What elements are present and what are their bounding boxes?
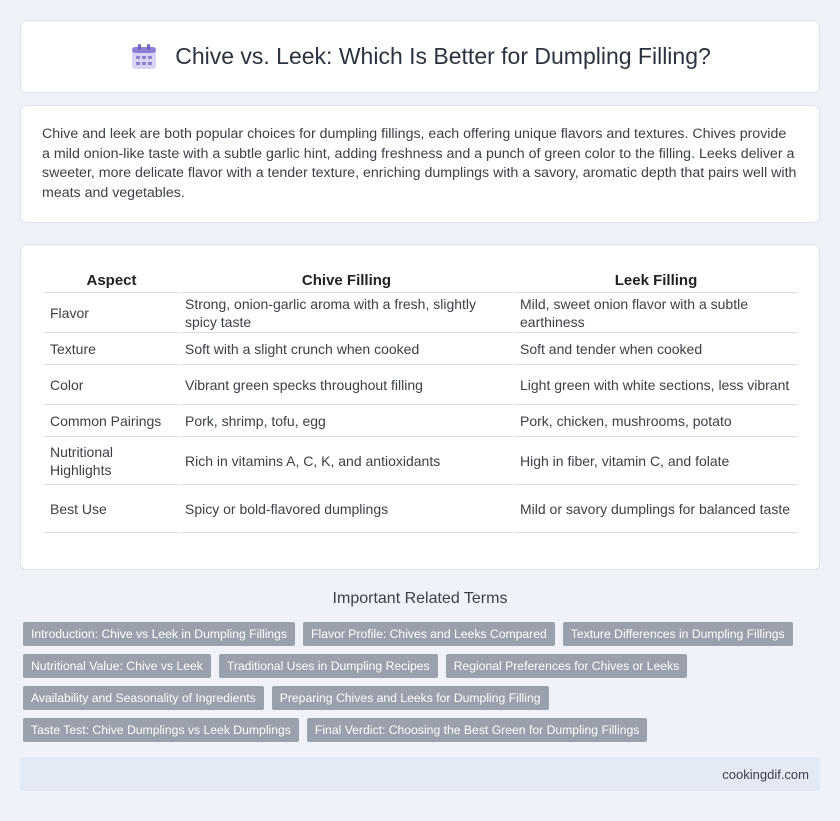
- cell-leek: Light green with white sections, less vibrant: [515, 365, 797, 405]
- table-row: [45, 405, 797, 437]
- tag-link[interactable]: Texture Differences in Dumpling Fillings: [563, 622, 793, 646]
- comparison-card: [20, 244, 820, 570]
- cell-chive: Pork, shrimp, tofu, egg: [180, 405, 513, 437]
- tag-link[interactable]: Nutritional Value: Chive vs Leek: [23, 654, 211, 678]
- table-row: [45, 437, 797, 485]
- table-row: [45, 333, 797, 365]
- header-aspect: Aspect: [45, 263, 178, 293]
- tag-link[interactable]: Preparing Chives and Leeks for Dumpling Filling: [272, 686, 549, 710]
- cell-chive: Soft with a slight crunch when cooked: [180, 333, 513, 365]
- cell-aspect: Common Pairings: [45, 405, 178, 437]
- cell-leek: Mild, sweet onion flavor with a subtle earthiness: [515, 293, 797, 333]
- tag-link[interactable]: Regional Preferences for Chives or Leeks: [446, 654, 688, 678]
- calendar-icon: [129, 42, 159, 72]
- intro-text: Chive and leek are both popular choices for dumpling fillings, each offering unique flavors and textures. Chives provide a mild onion-like taste with a subtle garlic hint, adding freshness and a punch of green color to the filling. Leeks deliver a sweeter, more delicate flavor with a tender texture, enriching dumplings with a savory, aromatic depth that pairs well with meats and vegetables.: [42, 126, 797, 201]
- cell-aspect: Flavor: [45, 293, 178, 333]
- tag-link[interactable]: Taste Test: Chive Dumplings vs Leek Dumplings: [23, 718, 299, 742]
- tag-link[interactable]: Availability and Seasonality of Ingredients: [23, 686, 264, 710]
- footer: [20, 757, 820, 791]
- cell-aspect: Nutritional Highlights: [45, 437, 178, 485]
- cell-chive: Vibrant green specks throughout filling: [180, 365, 513, 405]
- table-row: [45, 485, 797, 533]
- header-leek: Leek Filling: [515, 263, 797, 293]
- table-row: [45, 365, 797, 405]
- tag-link[interactable]: Final Verdict: Choosing the Best Green for Dumpling Fillings: [307, 718, 647, 742]
- cell-leek: Mild or savory dumplings for balanced taste: [515, 485, 797, 533]
- title-wrap: [129, 42, 711, 72]
- header-chive: Chive Filling: [180, 263, 513, 293]
- related-tags: [23, 622, 823, 742]
- footer-site[interactable]: cookingdif.com: [722, 766, 809, 782]
- cell-chive: Strong, onion-garlic aroma with a fresh, slightly spicy taste: [180, 293, 513, 333]
- cell-chive: Spicy or bold-flavored dumplings: [180, 485, 513, 533]
- cell-chive: Rich in vitamins A, C, K, and antioxidants: [180, 437, 513, 485]
- header-card: [20, 20, 820, 93]
- cell-leek: Soft and tender when cooked: [515, 333, 797, 365]
- cell-aspect: Best Use: [45, 485, 178, 533]
- table-row: [45, 293, 797, 333]
- related-terms-title: Important Related Terms: [332, 590, 508, 607]
- comparison-table: [43, 263, 799, 533]
- cell-leek: High in fiber, vitamin C, and folate: [515, 437, 797, 485]
- cell-leek: Pork, chicken, mushrooms, potato: [515, 405, 797, 437]
- cell-aspect: Texture: [45, 333, 178, 365]
- table-header-row: [45, 263, 797, 293]
- page-title: Chive vs. Leek: Which Is Better for Dumpling Filling?: [175, 43, 711, 69]
- tag-link[interactable]: Introduction: Chive vs Leek in Dumpling Fillings: [23, 622, 295, 646]
- cell-aspect: Color: [45, 365, 178, 405]
- tag-link[interactable]: Traditional Uses in Dumpling Recipes: [219, 654, 438, 678]
- tag-link[interactable]: Flavor Profile: Chives and Leeks Compared: [303, 622, 555, 646]
- intro-card: [20, 105, 820, 223]
